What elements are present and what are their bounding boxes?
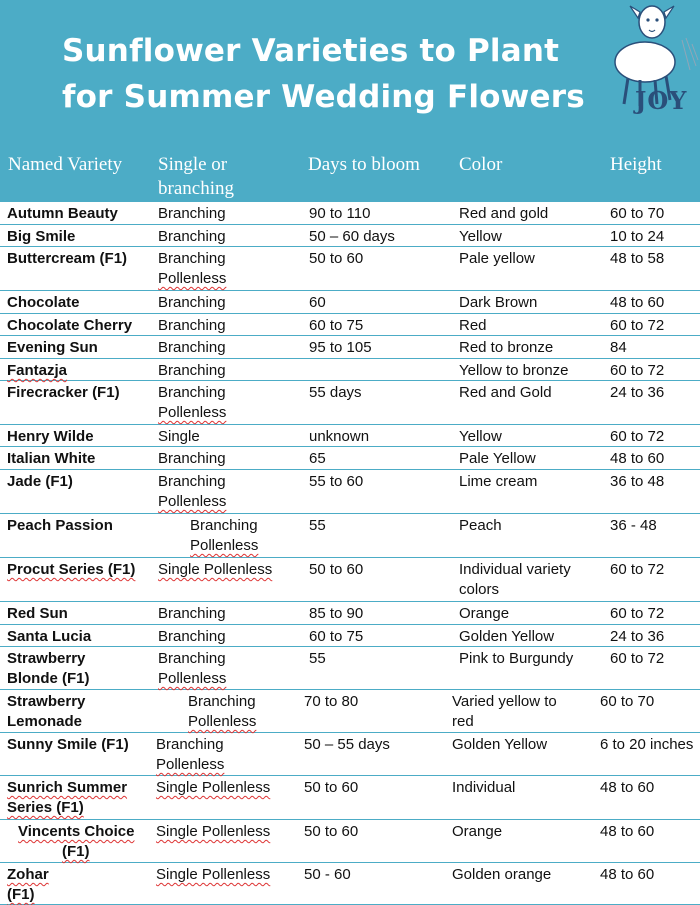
logo-text: JOY bbox=[635, 86, 688, 115]
table-row bbox=[0, 647, 700, 690]
cell-days bbox=[309, 516, 326, 536]
cell-days bbox=[304, 865, 351, 885]
cell-type-line: Branching bbox=[158, 317, 226, 334]
cell-color bbox=[459, 316, 487, 336]
table-header bbox=[0, 146, 700, 202]
cell-days-line: 50 to 60 bbox=[309, 561, 364, 578]
cell-color bbox=[459, 427, 502, 447]
cell-days-line: 60 to 75 bbox=[309, 317, 364, 334]
cell-color-line: Individual variety bbox=[459, 561, 571, 578]
cell-name bbox=[7, 204, 118, 224]
cell-type-line: Branching bbox=[158, 450, 226, 467]
cell-color bbox=[452, 778, 515, 798]
cell-type-line: Branching bbox=[158, 650, 226, 667]
cell-color bbox=[459, 560, 571, 600]
cell-name-line: Autumn Beauty bbox=[7, 205, 118, 222]
cell-type bbox=[158, 627, 226, 647]
cell-days-line: 95 to 105 bbox=[309, 339, 372, 356]
cell-color bbox=[459, 227, 502, 247]
cell-type-line: Branching bbox=[158, 628, 226, 645]
cell-type-line: Pollenless bbox=[188, 713, 257, 730]
cell-color-line: Golden Yellow bbox=[459, 628, 555, 645]
cell-days bbox=[309, 338, 372, 358]
table-row bbox=[0, 225, 700, 247]
cell-days bbox=[304, 822, 358, 842]
cell-days-line: 85 to 90 bbox=[309, 605, 364, 622]
cell-color-line: Yellow bbox=[459, 428, 502, 445]
cell-days-line: 60 bbox=[309, 294, 326, 311]
cell-color bbox=[459, 293, 537, 313]
cell-name-line: Santa Lucia bbox=[7, 628, 92, 645]
cell-height bbox=[600, 865, 654, 885]
cell-type bbox=[158, 604, 226, 624]
cell-height bbox=[610, 361, 664, 381]
cell-color-line: red bbox=[452, 713, 474, 730]
cell-height bbox=[610, 649, 664, 669]
cell-type-line: Branching bbox=[156, 736, 224, 753]
table-row bbox=[0, 425, 700, 447]
cell-days-line: 55 bbox=[309, 517, 326, 534]
cell-name bbox=[7, 338, 98, 358]
cell-color-line: Varied yellow to bbox=[452, 693, 557, 710]
cell-height-line: 60 to 72 bbox=[610, 605, 665, 622]
cell-type-line: Pollenless bbox=[158, 493, 227, 510]
cell-color-line: Pale Yellow bbox=[459, 450, 536, 467]
table-row bbox=[0, 314, 700, 336]
cell-height-line: 24 to 36 bbox=[610, 384, 665, 401]
cell-type-line: Branching bbox=[158, 294, 226, 311]
cell-height-line: 60 to 72 bbox=[610, 561, 665, 578]
cell-name bbox=[7, 692, 85, 732]
cell-type bbox=[158, 383, 226, 423]
cell-height bbox=[610, 449, 664, 469]
cell-name bbox=[7, 735, 129, 755]
cell-name-line: Strawberry bbox=[7, 693, 86, 710]
cell-type-line: Branching bbox=[158, 362, 226, 379]
cell-type bbox=[158, 361, 226, 381]
cell-height-line: 6 to 20 inches bbox=[600, 736, 694, 753]
cell-days bbox=[309, 383, 362, 403]
cell-type bbox=[158, 204, 226, 224]
cell-type bbox=[156, 735, 224, 775]
cell-name-line: Buttercream (F1) bbox=[7, 250, 128, 267]
cell-type-line: Pollenless bbox=[158, 270, 227, 287]
cell-name bbox=[7, 316, 132, 336]
cell-color-line: Red and gold bbox=[459, 205, 549, 222]
cell-height-line: 10 to 24 bbox=[610, 228, 665, 245]
cell-name-line: Italian White bbox=[7, 450, 96, 467]
cell-name-line: (F1) bbox=[7, 886, 35, 903]
cell-height-line: 48 to 60 bbox=[610, 450, 665, 467]
cell-name-line: Evening Sun bbox=[7, 339, 98, 356]
cell-days bbox=[309, 649, 326, 669]
cell-name bbox=[7, 472, 73, 492]
cell-name-line: Procut Series (F1) bbox=[7, 561, 136, 578]
cell-height bbox=[610, 204, 664, 224]
cell-color-line: Peach bbox=[459, 517, 502, 534]
cell-name-line: Jade (F1) bbox=[7, 473, 73, 490]
cell-type bbox=[156, 822, 270, 842]
cell-days bbox=[309, 204, 370, 224]
cell-type-line: Branching bbox=[158, 605, 226, 622]
cell-type-line: Branching bbox=[158, 384, 226, 401]
cell-height bbox=[610, 516, 657, 536]
cell-days-line: unknown bbox=[309, 428, 370, 445]
table-row bbox=[0, 514, 700, 558]
cell-height-line: 24 to 36 bbox=[610, 628, 665, 645]
table-row bbox=[0, 863, 700, 905]
cell-height-line: 60 to 72 bbox=[610, 362, 665, 379]
cell-color bbox=[459, 516, 502, 536]
cell-type-line: Single Pollenless bbox=[156, 779, 271, 796]
cell-days bbox=[309, 627, 363, 647]
cell-days-line: 70 to 80 bbox=[304, 693, 359, 710]
cell-color bbox=[452, 735, 547, 755]
cell-color bbox=[459, 627, 554, 647]
cell-name bbox=[7, 249, 127, 269]
cell-name-line: Firecracker (F1) bbox=[7, 384, 120, 401]
cell-height-line: 60 to 72 bbox=[610, 317, 665, 334]
header-variety: Named Variety bbox=[8, 154, 123, 175]
cell-height bbox=[600, 692, 654, 712]
title-banner bbox=[0, 0, 700, 146]
cell-days-line: 60 to 75 bbox=[309, 628, 364, 645]
cell-name-line: Strawberry bbox=[7, 650, 86, 667]
cell-type bbox=[188, 692, 256, 732]
header-type-line-2: branching bbox=[158, 178, 234, 199]
table-row bbox=[0, 602, 700, 625]
cell-name bbox=[7, 865, 49, 905]
table-row bbox=[0, 625, 700, 647]
cell-color-line: Golden Yellow bbox=[452, 736, 548, 753]
header-color: Color bbox=[459, 154, 503, 175]
cell-color bbox=[459, 472, 537, 492]
cell-color bbox=[452, 822, 502, 842]
cell-height bbox=[610, 338, 627, 358]
cell-type bbox=[158, 227, 226, 247]
cell-name bbox=[7, 427, 94, 447]
cell-name-line: Chocolate bbox=[7, 294, 80, 311]
cell-height-line: 36 - 48 bbox=[610, 517, 657, 534]
cell-name-line: Series (F1) bbox=[7, 799, 84, 816]
cell-color bbox=[459, 361, 569, 381]
cell-type bbox=[158, 449, 226, 469]
cell-height-line: 36 to 48 bbox=[610, 473, 665, 490]
cell-color-line: Pink to Burgundy bbox=[459, 650, 574, 667]
cell-days bbox=[309, 604, 363, 624]
cell-height-line: 84 bbox=[610, 339, 627, 356]
cell-type bbox=[156, 865, 270, 885]
cell-name-line: (F1) bbox=[62, 843, 90, 860]
cell-name bbox=[7, 516, 113, 536]
cell-days-line: 50 – 55 days bbox=[304, 736, 390, 753]
cell-type bbox=[158, 560, 272, 580]
cell-name bbox=[7, 627, 91, 647]
table-row bbox=[0, 776, 700, 820]
cell-height-line: 48 to 60 bbox=[600, 823, 655, 840]
cell-type bbox=[156, 778, 270, 798]
table-row bbox=[0, 291, 700, 314]
cell-name bbox=[7, 449, 95, 469]
cell-color bbox=[459, 604, 509, 624]
cell-type bbox=[190, 516, 258, 556]
cell-type bbox=[158, 293, 226, 313]
cell-height-line: 48 to 60 bbox=[600, 779, 655, 796]
cell-height bbox=[610, 472, 664, 492]
cell-type-line: Single Pollenless bbox=[156, 866, 271, 883]
cell-color-line: Orange bbox=[452, 823, 503, 840]
cell-height bbox=[610, 427, 664, 447]
cell-name bbox=[7, 778, 127, 818]
header-type bbox=[158, 153, 234, 201]
cell-color bbox=[459, 383, 552, 403]
cell-days-line: 65 bbox=[309, 450, 326, 467]
cell-type bbox=[158, 472, 226, 512]
cell-type-line: Branching bbox=[158, 205, 226, 222]
cell-height bbox=[600, 735, 693, 755]
table-row bbox=[0, 381, 700, 425]
cell-height bbox=[610, 249, 664, 269]
cell-height-line: 60 to 70 bbox=[600, 693, 655, 710]
cell-height bbox=[610, 316, 664, 336]
cell-height bbox=[610, 560, 664, 580]
cell-type bbox=[158, 316, 226, 336]
cell-color-line: Individual bbox=[452, 779, 516, 796]
cell-height bbox=[610, 383, 664, 403]
cell-days bbox=[309, 472, 363, 492]
cell-days-line: 50 - 60 bbox=[304, 866, 351, 883]
cell-name-line: Blonde (F1) bbox=[7, 670, 90, 687]
cell-height-line: 60 to 72 bbox=[610, 650, 665, 667]
page-title bbox=[62, 28, 585, 120]
cell-type-line: Branching bbox=[158, 228, 226, 245]
header-height: Height bbox=[610, 154, 662, 175]
cell-type-line: Single Pollenless bbox=[158, 561, 273, 578]
cell-days-line: 90 to 110 bbox=[309, 205, 371, 222]
cell-color-line: Red to bronze bbox=[459, 339, 554, 356]
cell-color bbox=[452, 692, 557, 732]
cell-days-line: 50 – 60 days bbox=[309, 228, 395, 245]
cell-type-line: Branching bbox=[158, 250, 226, 267]
cell-days bbox=[309, 249, 363, 269]
cell-height bbox=[610, 227, 664, 247]
cell-days-line: 50 to 60 bbox=[309, 250, 364, 267]
cell-name-line: Sunrich Summer bbox=[7, 779, 128, 796]
cell-height bbox=[600, 778, 654, 798]
cell-type-line: Branching bbox=[188, 693, 256, 710]
table-row bbox=[0, 470, 700, 514]
table-row bbox=[0, 202, 700, 225]
cell-name-line: Sunny Smile (F1) bbox=[7, 736, 129, 753]
cell-name-line: Big Smile bbox=[7, 228, 76, 245]
cell-name bbox=[7, 649, 90, 689]
cell-type-line: Single Pollenless bbox=[156, 823, 271, 840]
cell-name-line: Peach Passion bbox=[7, 517, 113, 534]
cell-name-line: Henry Wilde bbox=[7, 428, 94, 445]
cell-color-line: Yellow bbox=[459, 228, 502, 245]
cell-type-line: Single bbox=[158, 428, 200, 445]
cell-name-line: Vincents Choice bbox=[18, 823, 135, 840]
cell-name bbox=[7, 604, 68, 624]
cell-color-line: Orange bbox=[459, 605, 510, 622]
cell-type bbox=[158, 427, 200, 447]
variety-table bbox=[0, 202, 700, 905]
cell-days bbox=[304, 735, 390, 755]
table-row bbox=[0, 558, 700, 602]
cell-type-line: Branching bbox=[190, 517, 258, 534]
table-row bbox=[0, 820, 700, 863]
table-row bbox=[0, 690, 700, 733]
cell-days-line: 50 to 60 bbox=[304, 823, 359, 840]
cell-height-line: 60 to 70 bbox=[610, 205, 665, 222]
cell-color-line: Red and Gold bbox=[459, 384, 552, 401]
cell-name bbox=[7, 822, 134, 862]
cell-type bbox=[158, 249, 226, 289]
cell-days-line: 55 bbox=[309, 650, 326, 667]
cell-name-line: Chocolate Cherry bbox=[7, 317, 133, 334]
cell-color-line: Dark Brown bbox=[459, 294, 538, 311]
cell-days-line: 55 to 60 bbox=[309, 473, 364, 490]
cell-color bbox=[459, 249, 535, 269]
cell-days bbox=[309, 449, 326, 469]
cell-days bbox=[309, 427, 369, 447]
header-days: Days to bloom bbox=[308, 154, 420, 175]
cell-color-line: Red bbox=[459, 317, 487, 334]
cell-days-line: 55 days bbox=[309, 384, 362, 401]
cell-name bbox=[7, 227, 75, 247]
cell-height bbox=[610, 627, 664, 647]
table-row bbox=[0, 359, 700, 381]
table-row bbox=[0, 336, 700, 359]
table-row bbox=[0, 733, 700, 776]
cell-type-line: Branching bbox=[158, 473, 226, 490]
title-line-2: for Summer Wedding Flowers bbox=[62, 79, 585, 115]
cell-type-line: Branching bbox=[158, 339, 226, 356]
cell-type bbox=[158, 338, 226, 358]
cell-days bbox=[309, 227, 395, 247]
cell-name-line: Lemonade bbox=[7, 713, 83, 730]
cell-height-line: 48 to 60 bbox=[610, 294, 665, 311]
cell-days bbox=[309, 560, 363, 580]
cell-color-line: Yellow to bronze bbox=[459, 362, 569, 379]
cell-days bbox=[309, 316, 363, 336]
cell-color-line: Pale yellow bbox=[459, 250, 535, 267]
cell-color-line: Golden orange bbox=[452, 866, 552, 883]
table-row bbox=[0, 447, 700, 470]
cell-height bbox=[610, 604, 664, 624]
cell-type-line: Pollenless bbox=[158, 404, 227, 421]
cell-type-line: Pollenless bbox=[158, 670, 227, 687]
cell-name bbox=[7, 560, 135, 580]
cell-type-line: Pollenless bbox=[156, 756, 225, 773]
cell-color-line: Lime cream bbox=[459, 473, 538, 490]
cell-height-line: 60 to 72 bbox=[610, 428, 665, 445]
cell-color-line: colors bbox=[459, 581, 500, 598]
cell-height-line: 48 to 60 bbox=[600, 866, 655, 883]
cell-height bbox=[600, 822, 654, 842]
cell-days-line: 50 to 60 bbox=[304, 779, 359, 796]
cell-name bbox=[7, 293, 80, 313]
cell-color bbox=[459, 338, 553, 358]
cell-color bbox=[459, 204, 548, 224]
cell-type-line: Pollenless bbox=[190, 537, 259, 554]
table-row bbox=[0, 247, 700, 291]
cell-color bbox=[459, 449, 536, 469]
cell-type bbox=[158, 649, 226, 689]
cell-name bbox=[7, 383, 120, 403]
cell-days bbox=[304, 692, 358, 712]
title-line-1: Sunflower Varieties to Plant bbox=[62, 33, 560, 69]
cell-color bbox=[459, 649, 573, 669]
cell-name-line: Fantazja bbox=[7, 362, 68, 379]
cell-height-line: 48 to 58 bbox=[610, 250, 665, 267]
header-type-line-1: Single or bbox=[158, 154, 228, 175]
cell-color bbox=[452, 865, 551, 885]
cell-days bbox=[304, 778, 358, 798]
cell-name-line: Zohar bbox=[7, 866, 49, 883]
cell-name-line: Red Sun bbox=[7, 605, 68, 622]
cell-days bbox=[309, 293, 326, 313]
cell-name bbox=[7, 361, 67, 381]
cell-height bbox=[610, 293, 664, 313]
